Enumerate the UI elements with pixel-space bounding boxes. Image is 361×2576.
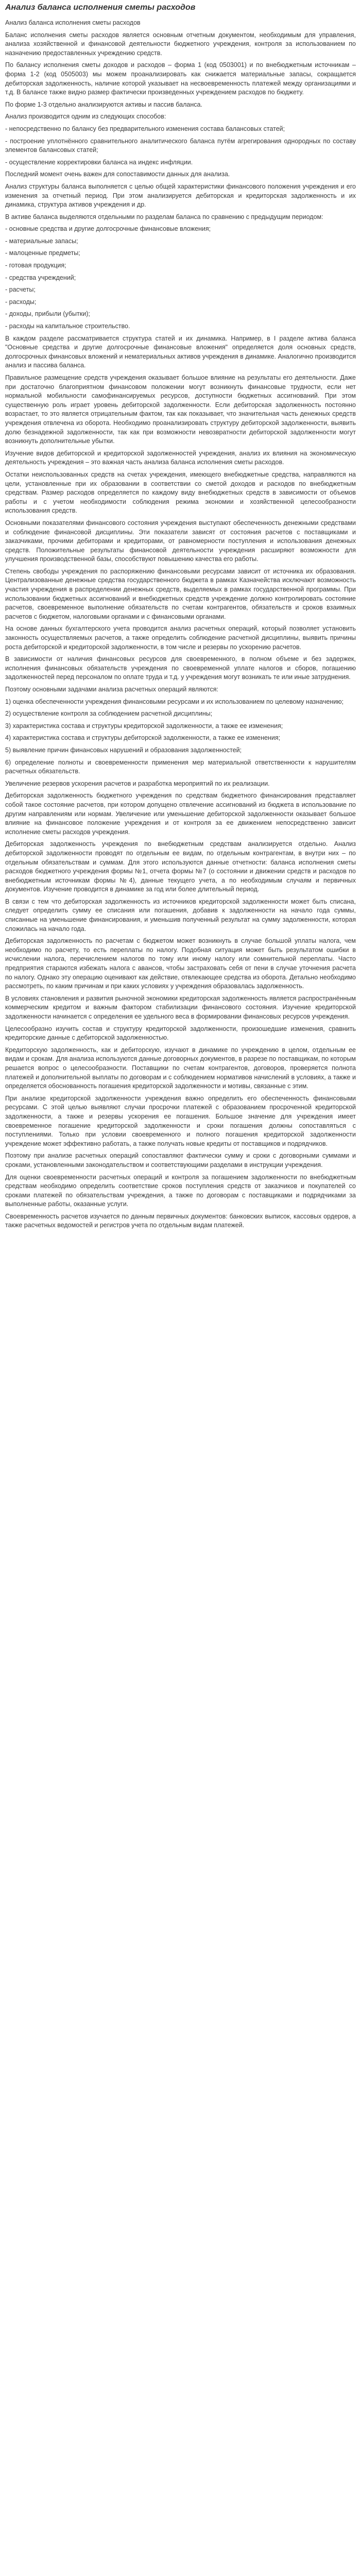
list-item: - осуществление корректировки баланса на индекс инфляции. <box>5 158 193 166</box>
paragraph: 5) выявление причин финансовых нарушений и образования задолженностей; <box>5 746 242 754</box>
paragraph: Дебиторская задолженность бюджетного учреждения по средствам бюджетного финансирования представляет собой такое состояние расчетов, при котором допущено отвлечение ассигнований из бюджета в использование по другим направлениям или нормам. Увеличение или уменьшение дебиторской задолженности оказывает большое влияние на финансовое положение учреждения и от контроля за ее движением непосредственно зависит исполнение сметы расходов учреждения. <box>5 792 356 836</box>
paragraph: Дебиторская задолженность по расчетам с бюджетом может возникнуть в случае большой уплаты налога, чем необходимо по расчету, то есть переплаты по налогу. Подобная ситуация может быть результатом ошибки в исчислении налога, перечислением налогов по тому или иному налогу или сомнительной переплаты. Часто предприятия стараются избежать налога с авансов, чтобы застраховать себя от пени в случае уточнения расчета по налогу. Однако эту операцию оценивают как действие, отвлекающее средства из оборота. Детально необходимо рассмотреть, по каким причинам и при каких условиях у учреждения образовалась задолженность. <box>5 937 356 990</box>
paragraph: Дебиторская задолженность учреждения по внебюджетным средствам анализируется отдельно. Анализ дебиторской задолженности проводят по отдельным ее видам, по отдельным контрагентам, в внутри них – по отдельным обязательствам и суммам. Для этого используются данные отчетности: баланса исполнения сметы расходов бюджетного учреждения формы №1, отчета формы №7 (о состоянии и движении средств и расходов по внебюджетным источникам формы №4), данные текущего учета, а по необходимым случаям и первичных документов. Изучение проводится в динамике за год или более длительный период. <box>5 840 356 893</box>
list-item: - готовая продукция; <box>5 262 66 269</box>
paragraph: В связи с тем что дебиторская задолженность из источников кредиторской задолженности может быть списана, следует определить сумму ее списания или погашения, добавив к задолженности на начало года суммы, списанные на уменьшение финансирования, и уменьшив полученный результат на сумму задолженности, которая сложилась на начало года. <box>5 897 356 933</box>
paragraph: 1) оценка обеспеченности учреждения финансовыми ресурсами и их использованием по целевому назначению; <box>5 698 344 705</box>
paragraph: Поэтому при анализе расчетных операций сопоставляют фактически сумму и сроки с договорными суммами и сроками, установленными законодательством и соответствующими разделами в инструкции учреждения. <box>5 1152 356 1168</box>
paragraph: В активе баланса выделяются отдельными по разделам баланса по сравнению с предыдущим периодом: <box>5 213 323 221</box>
list-item: - расходы на капитальное строительство. <box>5 323 130 330</box>
paragraph: 2) осуществление контроля за соблюдением расчетной дисциплины; <box>5 710 213 718</box>
paragraph: По балансу исполнения сметы доходов и расходов – форма 1 (код 0503001) и по внебюджетным источникам – форма 1-2 (код 0505003) мы можем проанализировать как снижается материальные запасы, сокращается дебиторская задолженность, наличие которой указывает на несвоевременность платежей между организациями и т.д. В балансе также видно размер фактически произведенных учреждением расходов по бюджету. <box>5 61 356 96</box>
article-body <box>5 19 356 1230</box>
paragraph: Своевременность расчетов изучается по данным первичных документов: банковских выписок, кассовых ордеров, а также расчетных ведомостей и регистров учета по отдельным видам платежей. <box>5 1212 356 1229</box>
paragraph: Баланс исполнения сметы расходов является основным отчетным документом, необходимым для управления, анализа хозяйственной и финансовой деятельности бюджетного учреждения, контроля за использованием по назначению предоставленных учреждению средств. <box>5 31 356 57</box>
article-title: Анализ баланса исполнения сметы расходов <box>5 3 196 12</box>
paragraph: Целесообразно изучить состав и структуру кредиторской задолженности, произошедшие изменения, сравнить кредиторские данные с дебиторской задолженностью. <box>5 1025 356 1042</box>
list-item: - доходы, прибыли (убытки); <box>5 310 90 318</box>
list-item: - расходы; <box>5 298 37 306</box>
list-item: - основные средства и другие долгосрочные финансовые вложения; <box>5 225 211 233</box>
list-item: - материальные запасы; <box>5 237 78 245</box>
list-item: - расчеты; <box>5 286 36 294</box>
paragraph: В каждом разделе рассматривается структура статей и их динамика. Например, в I разделе актива баланса "Основные средства и другие долгосрочные финансовые вложения" определяется доля основных средств, долгосрочных финансовых вложений и нематериальных активов учреждения в динамике. Аналогично производится анализ и пассива баланса. <box>5 334 356 369</box>
paragraph: Анализ баланса исполнения сметы расходов <box>5 19 141 26</box>
paragraph: Кредиторскую задолженность, как и дебиторскую, изучают в динамике по учреждению в целом, отдельным ее видам и срокам. Для анализа используются данные договорных документов, в разрезе по поставщикам, по которым решается вопрос о целесообразности. Поставщики по счетам контрагентов, договоров, проверяется полнота платежей и дополнительной выплаты по договорам и с соблюдением нормативов начислений в условиях, а также и определяется обоснованность погашения кредиторской задолженности и мотивы, связанные с этим. <box>5 1046 356 1090</box>
paragraph: - непосредственно по балансу без предварительного изменения состава балансовых статей; <box>5 125 285 132</box>
paragraph: Изучение видов дебиторской и кредиторской задолженностей учреждения, анализ их влияния на экономическую деятельность учреждения – это важная часть анализа баланса исполнения сметы расходов. <box>5 449 356 466</box>
paragraph: 6) определение полноты и своевременности применения мер материальной ответственности к нарушителям расчетных обязательств. <box>5 758 356 775</box>
list-item: - малоценные предметы; <box>5 249 80 257</box>
paragraph: Увеличение резервов ускорения расчетов и разработка мероприятий по их реализации. <box>5 779 270 787</box>
paragraph: Основными показателями финансового состояния учреждения выступают обеспеченность денежными средствами и соблюдение финансовой дисциплины. Эти показатели зависят от состояния расчетов с поставщиками и заказчиками, прочими дебиторами и кредиторами, от равномерности поступления и использования денежных средств. Положительные результаты финансовой деятельности учреждения расширяют возможности для улучшения производственной базы, способствуют повышению качества его работы. <box>5 519 356 563</box>
paragraph: На основе данных бухгалтерского учета проводится анализ расчетных операций, который позволяет установить законность осуществляемых расчетов, а также определить соблюдение расчетной дисциплины, выявить причины роста дебиторской и кредиторской задолженности, в том числе и резервы по ускорению расчетов. <box>5 625 356 651</box>
paragraph: 3) характеристика состава и структуры кредиторской задолженности, а также ее изменения; <box>5 722 283 730</box>
paragraph: Последний момент очень важен для сопоставимости данных для анализа. <box>5 171 230 178</box>
paragraph: В условиях становления и развития рыночной экономики кредиторская задолженность является распространённым коммерческим кредитом и важным фактором стабилизации финансового состояния. Изучение кредиторской задолженности начинается с определения ее удельного веса в формировании финансовых ресурсов учреждения. <box>5 994 356 1020</box>
paragraph: Степень свободы учреждения по распоряжению финансовыми ресурсами зависит от источника их образования. Централизованные денежные средства государственного бюджета в рамках Казначейства исключают возможность участия учреждения в распределении денежных средств, выделяемых в рамках государственной программы. При использовании бюджетных ассигнований и внебюджетных средств учреждение должно контролировать состояние расчетов, своевременное выполнение обязательств по счетам контрагентов, обязательств и сроков взаимных расчетов с бюджетом, налоговыми органами и с финансовыми органами. <box>5 567 356 620</box>
paragraph: По форме 1-3 отдельно анализируются активы и пассив баланса. <box>5 100 202 108</box>
paragraph: - построение уплотнённого сравнительного аналитического баланса путём агрегирования однородных по составу элементов балансовых статей; <box>5 137 356 154</box>
paragraph: В зависимости от наличия финансовых ресурсов для своевременного, в полном объеме и без задержек, исполнения финансовых обязательств учреждения по своевременной уплате налогов и сборов, погашению задолженностей перед персоналом по оплате труда и т.д. у учреждения могут возникать те или иные затруднения. <box>5 655 356 681</box>
paragraph: Для оценки своевременности расчетных операций и контроля за погашением задолженности по внебюджетным средствам необходимо определить соответствие сроков поступления средств от заказчиков и покупателей со сроками платежей по обязательствам учреждения, а также по договорам с поставщиками и подрядчиками за выполненные работы, оказанные услуги. <box>5 1173 356 1208</box>
paragraph: Остатки неиспользованных средств на счетах учреждения, имеющего внебюджетные средства, направляются на цели, установленные при их образовании в соответствии со сметой доходов и расходов по внебюджетным средствам. Размер расходов определяется по каждому виду внебюджетных средств в зависимости от объемов работы и с учетом необходимости соблюдения режима экономии и хозяйственной целесообразности использования средств. <box>5 470 356 515</box>
paragraph: Поэтому основными задачами анализа расчетных операций являются: <box>5 686 219 693</box>
paragraph: Анализ структуры баланса выполняется с целью общей характеристики финансового положения учреждения и его изменения за отчетный период. При этом анализируется дебиторская и кредиторская задолженность и их динамика, структура активов учреждения и др. <box>5 182 356 209</box>
list-item: - средства учреждений; <box>5 274 76 281</box>
list-item: Анализ производится одним из следующих способов: <box>5 113 166 121</box>
paragraph: 4) характеристика состава и структуры дебиторской задолженности, а также ее изменения; <box>5 734 281 742</box>
paragraph: При анализе кредиторской задолженности учреждения важно определить его обеспеченность финансовыми ресурсами. С этой целью выявляют случаи просрочки платежей с образованием просроченной кредиторской задолженности, а также и резервы ускорения ее погашения. Большое значение для учреждения имеет своевременное погашение кредиторской задолженности и сроки погашения должны сопоставляться с поступлениями. Только при условии своевременного и полного погашения кредиторской задолженности учреждение может эффективно работать, а также получать новые кредиты от поставщиков и подрядчиков. <box>5 1094 356 1147</box>
paragraph: Правильное размещение средств учреждения оказывает большое влияние на результаты его деятельности. Даже при достаточно благоприятном финансовом положении могут возникнуть финансовые трудности, если нет нормальной мобильности самофинансируемых ресурсов, доступности бюджетных ассигнований. При этом существенную роль играет уровень дебиторской задолженности. Если дебиторская задолженность постоянно возрастает, то это является отрицательным фактом, так как показывает, что значительная часть денежных средств учреждения отвлечена из оборота. Необходимо проанализировать структуру дебиторской задолженности, выявить долю безнадежной задолженности, так как при возможности невозвратности дебиторской задолженности могут возникнуть дополнительные убытки. <box>5 374 356 445</box>
